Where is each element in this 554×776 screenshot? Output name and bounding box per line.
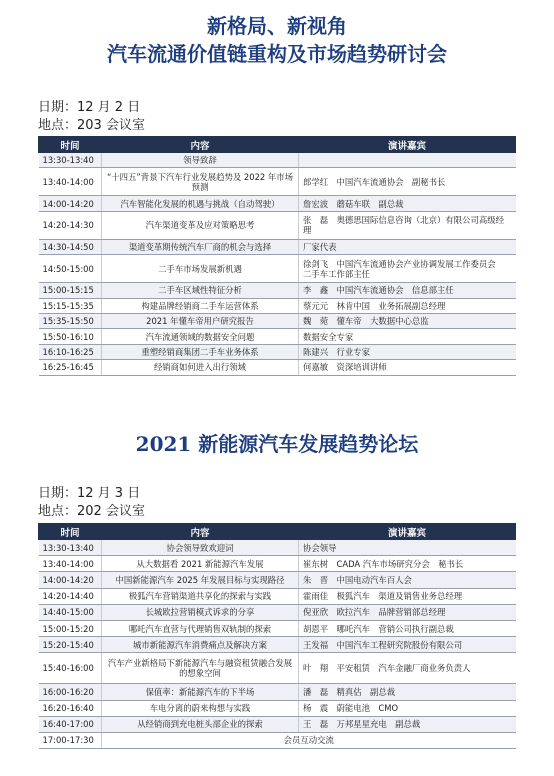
table-row <box>39 313 516 328</box>
forum1-venue: 地点：203 会议室 <box>38 118 145 133</box>
table-header-row <box>39 137 516 153</box>
header-content: 内容 <box>102 524 299 540</box>
row-topic: 长城欧拉营销模式诉求的分享 <box>102 604 299 620</box>
forum1-title-line2: 汽车流通价值链重构及市场趋势研讨会 <box>107 42 447 66</box>
row-time: 14:20-14:30 <box>39 211 102 239</box>
row-time: 13:30-13:40 <box>39 540 102 556</box>
row-speaker: 崔东树 CADA 汽车市场研究分会 秘书长 <box>299 556 516 572</box>
row-topic: 2021 年懂车帝用户研究报告 <box>102 313 299 328</box>
row-speaker: 厂家代表 <box>299 239 516 254</box>
row-time: 14:40-15:00 <box>39 604 102 620</box>
row-speaker: 徐剑飞 中国汽车流通协会产业协调发展工作委员会 二手车工作部主任 <box>299 255 516 283</box>
table-row <box>39 360 516 375</box>
table-row <box>39 168 516 196</box>
row-speaker: 潘 磊 精真估 副总裁 <box>299 684 516 700</box>
header-time: 时间 <box>39 137 102 153</box>
forum1-schedule-table <box>38 136 516 376</box>
row-speaker: 何嘉敏 资深培训讲师 <box>299 360 516 375</box>
row-time: 17:00-17:30 <box>39 732 102 748</box>
row-time: 14:20-14:40 <box>39 588 102 604</box>
table-row <box>39 298 516 313</box>
table-row <box>39 283 516 298</box>
row-speaker: 朱 晋 中国电动汽车百人会 <box>299 572 516 588</box>
row-time: 16:10-16:25 <box>39 344 102 359</box>
forum2-date: 日期：12 月 3 日 <box>38 486 141 501</box>
row-time: 13:30-13:40 <box>39 153 102 168</box>
table-row <box>39 344 516 359</box>
table-row <box>39 700 516 716</box>
table-row <box>39 732 516 748</box>
forum2-venue: 地点：202 会议室 <box>38 504 145 519</box>
row-time: 13:40-14:00 <box>39 168 102 196</box>
row-speaker: 张 磊 奥德思国际信息咨询（北京）有限公司高级经理 <box>299 211 516 239</box>
row-topic: 经销商如何进入出行领域 <box>102 360 299 375</box>
row-speaker: 蔡元元 林肯中国 业务拓展副总经理 <box>299 298 516 313</box>
row-speaker: 王发福 中国汽车工程研究院股份有限公司 <box>299 637 516 653</box>
row-topic: 重塑经销商集团二手车业务体系 <box>102 344 299 359</box>
table-row <box>39 556 516 572</box>
row-time: 15:40-16:00 <box>39 653 102 684</box>
row-speaker <box>299 153 516 168</box>
table-row <box>39 716 516 732</box>
header-speaker: 演讲嘉宾 <box>299 524 516 540</box>
table-row <box>39 239 516 254</box>
row-speaker: 李 鑫 中国汽车流通协会 信息部主任 <box>299 283 516 298</box>
row-topic: 城市新能源汽车消费痛点及解决方案 <box>102 637 299 653</box>
table-row <box>39 572 516 588</box>
row-topic: 汽车智能化发展的机遇与挑战（自动驾驶） <box>102 196 299 211</box>
row-time: 15:20-15:40 <box>39 637 102 653</box>
row-speaker: 倪亚欣 欧拉汽车 品牌营销部总经理 <box>299 604 516 620</box>
row-speaker: 陈建兴 行业专家 <box>299 344 516 359</box>
forum1-title-line1: 新格局、新视角 <box>207 14 347 38</box>
row-speaker: 霍雨佳 极狐汽车 渠道及销售业务总经理 <box>299 588 516 604</box>
row-topic: 会员互动交流 <box>102 732 516 748</box>
row-time: 13:40-14:00 <box>39 556 102 572</box>
table-row <box>39 620 516 636</box>
row-speaker: 詹宏波 蘑菇车联 副总裁 <box>299 196 516 211</box>
table-row <box>39 637 516 653</box>
row-topic: 哪吒汽车直营与代理销售双轨制的探索 <box>102 620 299 636</box>
row-time: 15:50-16:10 <box>39 329 102 344</box>
row-time: 14:00-14:20 <box>39 196 102 211</box>
header-content: 内容 <box>102 137 299 153</box>
row-time: 14:30-14:50 <box>39 239 102 254</box>
row-topic: 渠道变革期传统汽车厂商的机会与选择 <box>102 239 299 254</box>
row-speaker: 魏 菀 懂车帝 大数据中心总监 <box>299 313 516 328</box>
row-time: 14:00-14:20 <box>39 572 102 588</box>
table-row <box>39 653 516 684</box>
row-time: 15:00-15:15 <box>39 283 102 298</box>
row-topic: 汽车渠道变革及应对策略思考 <box>102 211 299 239</box>
row-topic: 汽车产业新格局下新能源汽车与融资租赁融合发展的想象空间 <box>102 653 299 684</box>
row-speaker: 叶 翔 平安租赁 汽车金融厂商业务负责人 <box>299 653 516 684</box>
row-topic: 保值率：新能源汽车的下半场 <box>102 684 299 700</box>
row-topic: 从大数据看 2021 新能源汽车发展 <box>102 556 299 572</box>
row-topic: 构建品牌经销商二手车运营体系 <box>102 298 299 313</box>
row-time: 16:40-17:00 <box>39 716 102 732</box>
row-time: 15:15-15:35 <box>39 298 102 313</box>
row-speaker: 杨 震 蔚能电池 CMO <box>299 700 516 716</box>
table-row <box>39 153 516 168</box>
row-topic: 协会领导致欢迎词 <box>102 540 299 556</box>
row-topic: 二手车市场发展新机遇 <box>102 255 299 283</box>
table-header-row <box>39 524 516 540</box>
row-topic: 极狐汽车营销渠道共享化的探索与实践 <box>102 588 299 604</box>
row-time: 15:00-15:20 <box>39 620 102 636</box>
table-row <box>39 255 516 283</box>
table-row <box>39 540 516 556</box>
row-topic: 中国新能源汽车 2025 年发展目标与实现路径 <box>102 572 299 588</box>
row-speaker: 胡恩平 哪吒汽车 营销公司执行副总裁 <box>299 620 516 636</box>
forum2-title: 2021 新能源汽车发展趋势论坛 <box>135 432 419 456</box>
table-row <box>39 604 516 620</box>
row-topic: 车电分离的蔚来构想与实践 <box>102 700 299 716</box>
row-speaker: 郎学红 中国汽车流通协会 副秘书长 <box>299 168 516 196</box>
row-topic: “十四五”背景下汽车行业发展趋势及 2022 年市场预测 <box>102 168 299 196</box>
header-time: 时间 <box>39 524 102 540</box>
row-speaker: 王 磊 万邦星星充电 副总裁 <box>299 716 516 732</box>
row-speaker: 数据安全专家 <box>299 329 516 344</box>
row-time: 14:50-15:00 <box>39 255 102 283</box>
table-row <box>39 211 516 239</box>
table-row <box>39 329 516 344</box>
table-row <box>39 684 516 700</box>
row-topic: 汽车流通领域的数据安全问题 <box>102 329 299 344</box>
row-topic: 从经销商到充电桩头部企业的探索 <box>102 716 299 732</box>
table-row <box>39 196 516 211</box>
row-topic: 二手车区域性特征分析 <box>102 283 299 298</box>
row-time: 16:25-16:45 <box>39 360 102 375</box>
row-time: 15:35-15:50 <box>39 313 102 328</box>
row-topic: 领导致辞 <box>102 153 299 168</box>
table-row <box>39 588 516 604</box>
forum2-schedule-table <box>38 523 516 749</box>
row-speaker: 协会领导 <box>299 540 516 556</box>
row-time: 16:20-16:40 <box>39 700 102 716</box>
forum1-date: 日期：12 月 2 日 <box>38 100 141 115</box>
header-speaker: 演讲嘉宾 <box>299 137 516 153</box>
row-time: 16:00-16:20 <box>39 684 102 700</box>
